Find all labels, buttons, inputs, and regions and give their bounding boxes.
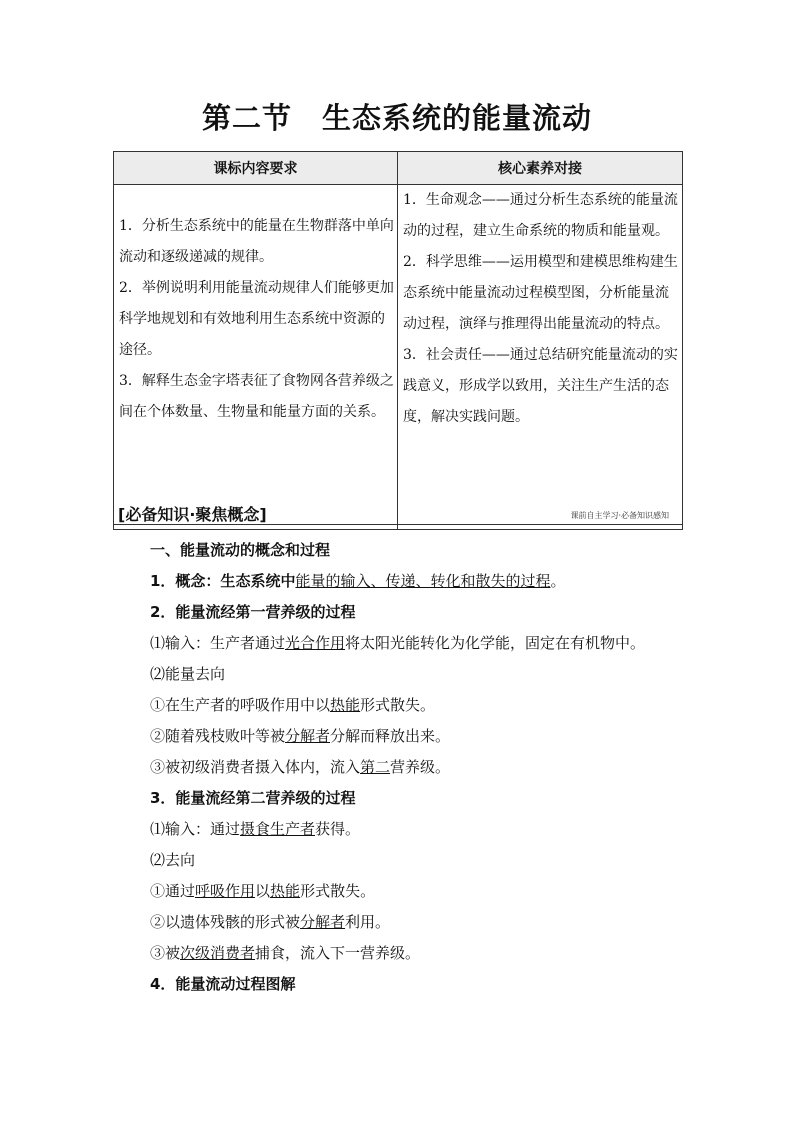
heading-concept-process: 一、能量流动的概念和过程 bbox=[150, 541, 331, 559]
section-tag: 课前自主学习·必备知识感知 bbox=[570, 511, 669, 520]
answer-blank: 呼吸作用 bbox=[195, 882, 256, 900]
text: 利用。 bbox=[345, 913, 391, 931]
text: 以 bbox=[255, 882, 271, 900]
standards-table bbox=[113, 151, 683, 530]
answer-blank: 热能 bbox=[270, 882, 301, 900]
text: 形式散失。 bbox=[360, 696, 436, 714]
col-header-competencies: 核心素养对接 bbox=[398, 152, 683, 185]
text: ①通过 bbox=[150, 882, 196, 900]
competencies-cell bbox=[398, 185, 683, 530]
destination-item bbox=[150, 907, 710, 938]
text: 获得。 bbox=[315, 820, 361, 838]
destination-item bbox=[150, 752, 710, 783]
text: ⑴输入：生产者通过 bbox=[150, 634, 286, 652]
answer-blank: 热能 bbox=[330, 696, 361, 714]
answer-blank: 能量的输入、传递、转化和散失的过程 bbox=[295, 572, 551, 590]
page-title: 第二节 生态系统的能量流动 bbox=[201, 101, 592, 135]
destination-item bbox=[150, 876, 710, 907]
competency-item: 2．科学思维——运用模型和建模思维构建生态系统中能量流动过程模型图，分析能量流动过程，演绎与推理得出能量流动的特点。 bbox=[403, 254, 678, 332]
destination-item bbox=[150, 721, 710, 752]
text: ③被 bbox=[150, 944, 181, 962]
answer-blank: 分解者 bbox=[285, 727, 331, 745]
text: 捕食，流入下一营养级。 bbox=[255, 944, 421, 962]
answer-blank: 摄食生产者 bbox=[240, 820, 316, 838]
section-heading: [必备知识·聚焦概念] bbox=[118, 505, 267, 524]
standards-cell bbox=[114, 185, 398, 530]
text: ②以遗体残骸的形式被 bbox=[150, 913, 301, 931]
concept-label: 1．概念：生态系统中 bbox=[150, 572, 296, 590]
standard-item: 1．分析生态系统中的能量在生物群落中单向流动和逐级递减的规律。 bbox=[119, 218, 394, 265]
answer-blank: 次级消费者 bbox=[180, 944, 256, 962]
text: ③被初级消费者摄入体内，流入 bbox=[150, 758, 361, 776]
energy-destination-label: ⑵能量去向 bbox=[150, 665, 226, 683]
destination-label: ⑵去向 bbox=[150, 851, 196, 869]
heading-second-level: 3．能量流经第二营养级的过程 bbox=[150, 789, 356, 807]
standard-item: 3．解释生态金字塔表征了食物网各营养级之间在个体数量、生物量和能量方面的关系。 bbox=[119, 373, 394, 420]
destination-item bbox=[150, 938, 710, 969]
text: 分解而释放出来。 bbox=[330, 727, 451, 745]
answer-blank: 第二 bbox=[360, 758, 391, 776]
content-body bbox=[150, 535, 710, 1000]
competency-item: 3．社会责任——通过总结研究能量流动的实践意义，形成学以致用，关注生产生活的态度，解决实践问题。 bbox=[403, 347, 678, 425]
text: ⑴输入：通过 bbox=[150, 820, 241, 838]
text: 营养级。 bbox=[390, 758, 451, 776]
text: ②随着残枝败叶等被 bbox=[150, 727, 286, 745]
text: 形式散失。 bbox=[300, 882, 376, 900]
concept-line bbox=[150, 566, 710, 597]
answer-blank: 光合作用 bbox=[285, 634, 346, 652]
standard-item: 2．举例说明利用能量流动规律人们能够更加科学地规划和有效地利用生态系统中资源的途径。 bbox=[119, 280, 394, 358]
competency-item: 1．生命观念——通过分析生态系统的能量流动的过程，建立生命系统的物质和能量观。 bbox=[403, 192, 678, 239]
first-input-line bbox=[150, 628, 710, 659]
text: 。 bbox=[550, 572, 566, 590]
text: ①在生产者的呼吸作用中以 bbox=[150, 696, 331, 714]
text: 将太阳光能转化为化学能，固定在有机物中。 bbox=[345, 634, 646, 652]
col-header-standards: 课标内容要求 bbox=[114, 152, 398, 185]
heading-first-level: 2．能量流经第一营养级的过程 bbox=[150, 603, 356, 621]
second-input-line bbox=[150, 814, 710, 845]
answer-blank: 分解者 bbox=[300, 913, 346, 931]
heading-process-diagram: 4．能量流动过程图解 bbox=[150, 975, 296, 993]
section-bar bbox=[113, 502, 682, 525]
destination-item bbox=[150, 690, 710, 721]
